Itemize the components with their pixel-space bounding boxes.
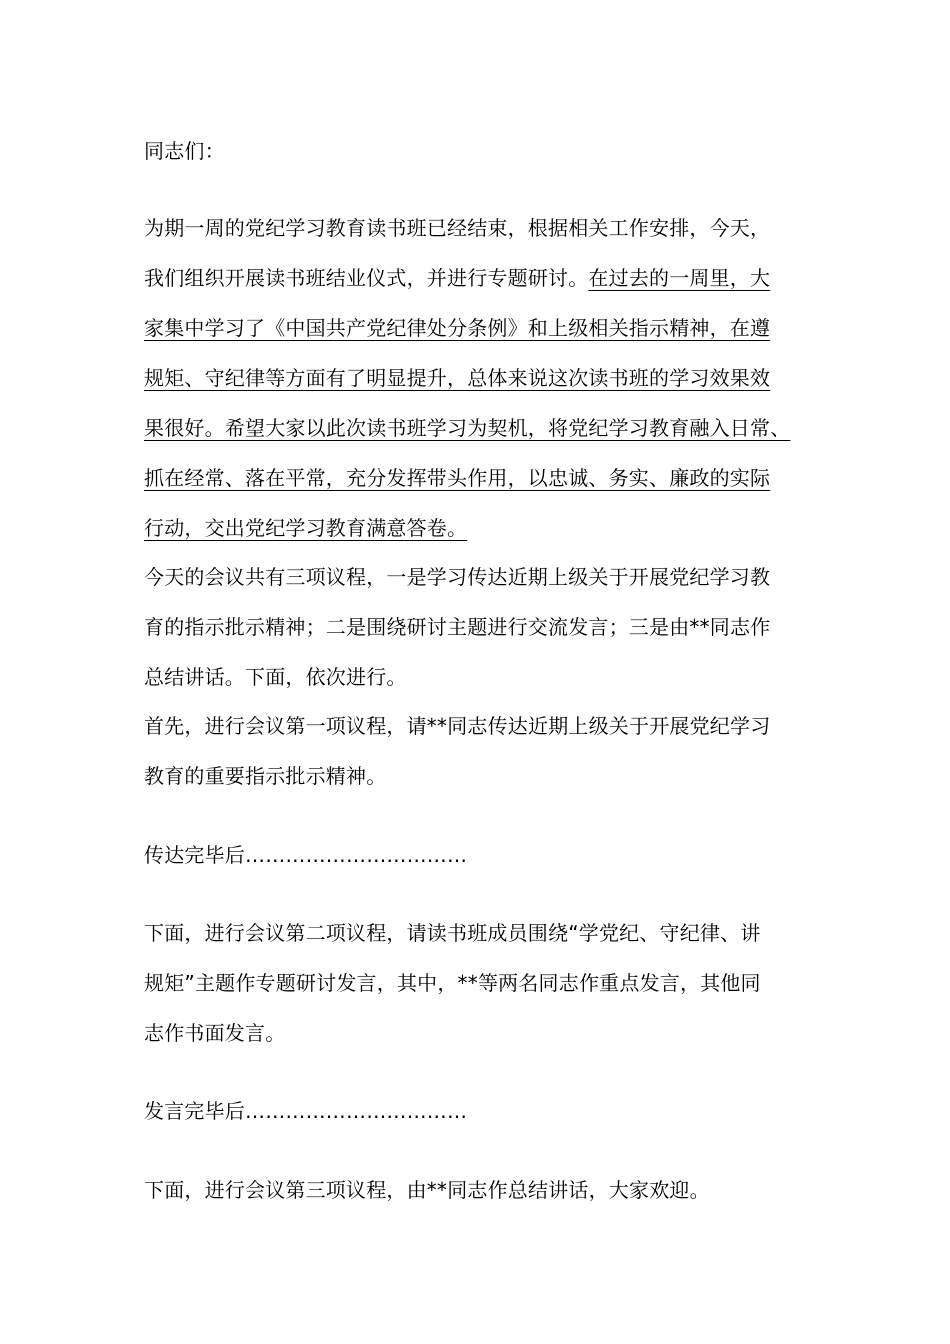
- paragraph-6: 发言完毕后……………………………: [144, 1099, 468, 1123]
- salutation: 同志们：: [144, 139, 225, 163]
- paragraph-1-line-5: 果很好。希望大家以此次读书班学习为契机，将党纪学习教育融入日常、: [144, 416, 791, 440]
- paragraph-5-line-1: 下面，进行会议第二项议程，请读书班成员围绕“学党纪、守纪律、讲: [144, 921, 761, 945]
- paragraph-1-line-3: 家集中学习了《中国共产党纪律处分条例》和上级相关指示精神，在遵: [144, 316, 771, 340]
- paragraph-5-line-3: 志作书面发言。: [144, 1021, 286, 1045]
- paragraph-4: 传达完毕后……………………………: [144, 843, 468, 867]
- paragraph-1-line-7: 行动，交出党纪学习教育满意答卷。: [144, 516, 468, 540]
- paragraph-5-line-2: 规矩”主题作专题研讨发言，其中，**等两名同志作重点发言，其他同: [144, 971, 761, 995]
- paragraph-2-line-2: 育的指示批示精神；二是围绕研讨主题进行交流发言；三是由**同志作: [144, 615, 771, 639]
- paragraph-2-line-3: 总结讲话。下面，依次进行。: [144, 665, 407, 689]
- paragraph-1-line-2-plain: 我们组织开展读书班结业仪式，并进行专题研讨。: [144, 266, 589, 290]
- paragraph-3-line-1: 首先，进行会议第一项议程，请**同志传达近期上级关于开展党纪学习: [144, 714, 771, 738]
- paragraph-1-line-2: [144, 264, 770, 292]
- paragraph-1-line-6: 抓在经常、落在平常，充分发挥带头作用，以忠诚、务实、廉政的实际: [144, 466, 771, 490]
- paragraph-1-line-2-underlined: 在过去的一周里，大: [588, 266, 771, 290]
- paragraph-1-line-4: 规矩、守纪律等方面有了明显提升，总体来说这次读书班的学习效果效: [144, 366, 771, 390]
- paragraph-1-line-1: 为期一周的党纪学习教育读书班已经结束，根据相关工作安排，今天，: [144, 216, 771, 240]
- paragraph-2-line-1: 今天的会议共有三项议程，一是学习传达近期上级关于开展党纪学习教: [144, 565, 771, 589]
- paragraph-7: 下面，进行会议第三项议程，由**同志作总结讲话，大家欢迎。: [144, 1178, 710, 1202]
- paragraph-3-line-2: 教育的重要指示批示精神。: [144, 764, 387, 788]
